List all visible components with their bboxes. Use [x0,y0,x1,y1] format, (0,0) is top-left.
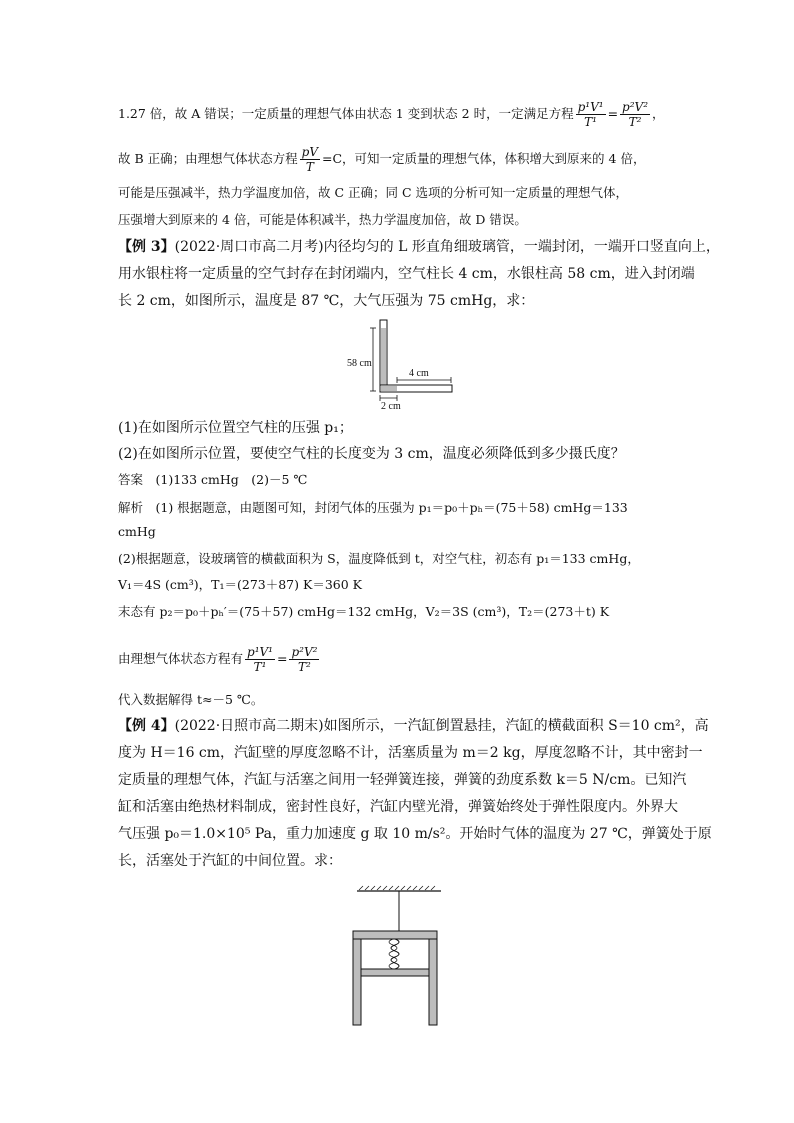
analysis-line-2: cmHg [118,524,156,539]
text-line-21: 缸和活塞由绝热材料制成，密封性良好，汽缸内壁光滑，弹簧始终处于弹性限度内。外界大 [118,799,678,815]
text: 1.27 倍，故 A 错误；一定质量的理想气体由状态 1 变到状态 2 时，一定满足方程 [118,106,574,121]
text-line-1: 1.27 倍，故 A 错误；一定质量的理想气体由状态 1 变到状态 2 时，一定满足方程 $\frac{\text{p¹V¹}}{\text{T¹}}$ = $\frac{\text{p²V²}}{\text{T²}}$ ， [118,100,665,129]
text-line-3: 可能是压强减半，热力学温度加倍，故 C 正确；同 C 选项的分析可知一定质量的理想气体， [118,185,629,200]
l-tube-figure [345,318,455,410]
text-line-4: 压强增大到原来的 4 倍，可能是体积减半，热力学温度加倍，故 D 错误。 [118,212,527,227]
analysis-line-4: V₁＝4S (cm³)，T₁＝(273＋87) K＝360 K [118,577,362,592]
question-1: (1)在如图所示位置空气柱的压强 p₁； [118,420,353,436]
text-line-22: 气压强 p₀＝1.0×10⁵ Pa，重力加速度 g 取 10 m/s²。开始时气体的温度为 27 ℃，弹簧处于原 [118,826,712,842]
text-line-2: 故 B 正确；由理想气体状态方程 $\frac{pV}{T}$ =C，可知一定质量的理想气体，体积增大到原来的 4 倍， [118,145,646,174]
fraction: $\frac{\text{p¹V¹}}{\text{T¹}}$ [247,645,273,674]
fraction: $\frac{\text{p²V²}}{\text{T²}}$ [291,645,318,674]
example-4-heading: 【例 4】(2022·日照市高二期末)如图所示，一汽缸倒置悬挂，汽缸的横截面积 S＝10 cm²，高 [118,718,709,734]
analysis-line-7: 代入数据解得 t≈－5 ℃。 [118,692,264,707]
fraction: $\frac{\text{p¹V¹}}{\text{T¹}}$ [577,100,604,129]
text-line-6: 用水银柱将一定质量的空气封存在封闭端内，空气柱长 4 cm，水银柱高 58 cm，进入封闭端 [118,266,695,282]
text-line-23: 长，活塞处于汽缸的中间位置。求： [118,853,342,869]
text-line-7: 长 2 cm，如图所示，温度是 87 ℃，大气压强为 75 cmHg，求： [118,293,535,309]
analysis-line-1: 解析 (1) 根据题意，由题图可知，封闭气体的压强为 p₁＝p₀＋pₕ＝(75＋58) cmHg＝133 [118,500,628,515]
label-4cm: 4 cm [409,368,429,379]
analysis-line-6: 由理想气体状态方程有 $\frac{\text{p¹V¹}}{\text{T¹}}$ = $\frac{\text{p²V²}}{\text{T²}}$ [118,645,318,674]
analysis-line-5: 末态有 p₂＝p₀＋pₕ′＝(75＋57) cmHg＝132 cmHg，V₂＝3S (cm³)，T₂＝(273＋t) K [118,604,610,619]
example-3-heading: 【例 3】(2022·周口市高二月考)内径均匀的 L 形直角细玻璃管，一端封闭，一端开口竖直向上， [118,239,720,255]
hanging-cylinder-figure [345,885,445,1030]
analysis-line-3: (2)根据题意，设玻璃管的横截面积为 S，温度降低到 t，对空气柱，初态有 p₁＝133 cmHg， [118,551,640,566]
question-2: (2)在如图所示位置，要使空气柱的长度变为 3 cm，温度必须降低到多少摄氏度？ [118,446,625,462]
label-2cm: 2 cm [381,401,401,410]
answer-line: 答案 (1)133 cmHg (2)－5 ℃ [118,472,308,487]
fraction: $\frac{\text{p²V²}}{\text{T²}}$ [622,100,649,129]
fraction: $\frac{pV}{T}$ [301,145,318,174]
label-58cm: 58 cm [347,358,372,369]
text-line-19: 度为 H＝16 cm，汽缸壁的厚度忽略不计，活塞质量为 m＝2 kg，厚度忽略不计，其中密封一 [118,745,703,761]
text-line-20: 定质量的理想气体，汽缸与活塞之间用一轻弹簧连接，弹簧的劲度系数 k＝5 N/cm。已知汽 [118,772,687,788]
